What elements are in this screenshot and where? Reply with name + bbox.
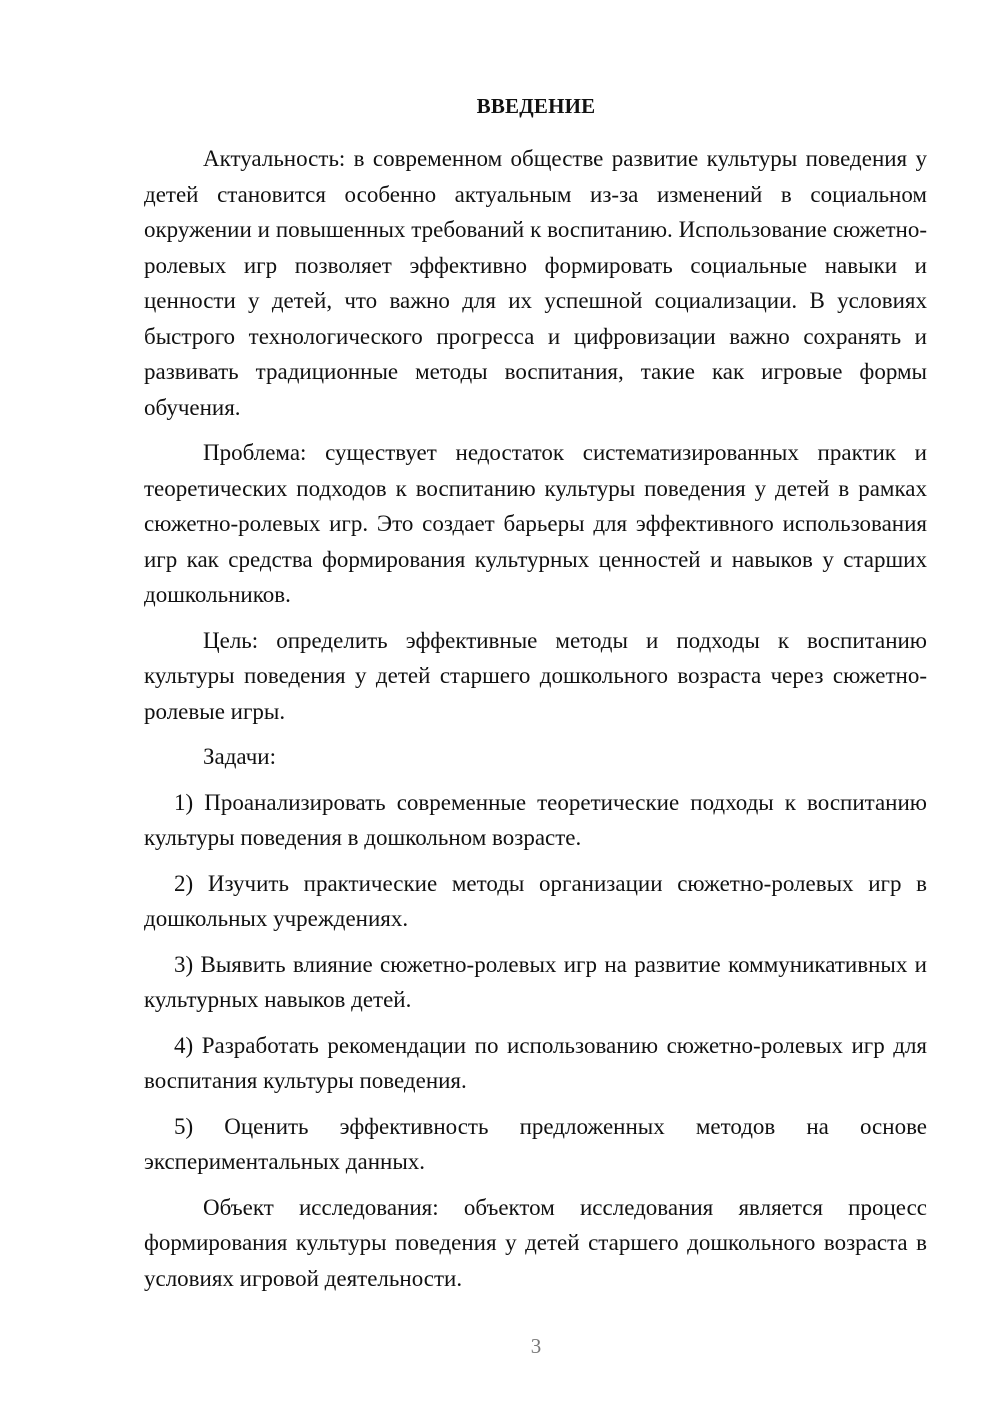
task-item-4: 4) Разработать рекомендации по использованию сюжетно-ролевых игр для воспитания культуры поведения. — [144, 1032, 927, 1093]
goal-paragraph: Цель: определить эффективные методы и подходы к воспитанию культуры поведения у детей старшего дошкольного возраста через сюжетно-ролевые игры. — [144, 627, 927, 724]
section-heading: ВВЕДЕНИЕ — [476, 94, 596, 118]
page-number: 3 — [530, 1334, 542, 1358]
task-item-1: 1) Проанализировать современные теоретические подходы к воспитанию культуры поведения в дошкольном возрасте. — [144, 789, 927, 850]
task-item-3: 3) Выявить влияние сюжетно-ролевых игр на развитие коммуникативных и культурных навыков детей. — [144, 951, 927, 1012]
tasks-label: Задачи: — [203, 744, 276, 769]
task-item-5: 5) Оценить эффективность предложенных методов на основе экспериментальных данных. — [144, 1113, 927, 1174]
task-item-2: 2) Изучить практические методы организации сюжетно-ролевых игр в дошкольных учреждениях. — [144, 870, 927, 931]
object-paragraph: Объект исследования: объектом исследования является процесс формирования культуры поведения у детей старшего дошкольного возраста в условиях игровой деятельности. — [144, 1194, 927, 1291]
relevance-paragraph: Актуальность: в современном обществе развитие культуры поведения у детей становится особенно актуальным из-за изменений в социальном окружении и повышенных требований к воспитанию. Использование сюжетно-ролевых игр позволяет эффективно формировать социальные навыки и ценности у детей, что важно для их успешной социализации. В условиях быстрого технологического прогресса и цифровизации важно сохранять и развивать традиционные методы воспитания, такие как игровые формы обучения. — [144, 146, 927, 420]
document-body — [144, 141, 927, 1306]
problem-paragraph: Проблема: существует недостаток систематизированных практик и теоретических подходов к воспитанию культуры поведения у детей в рамках сюжетно-ролевых игр. Это создает барьеры для эффективного использования игр как средства формирования культурных ценностей и навыков у старших дошкольников. — [144, 440, 927, 607]
